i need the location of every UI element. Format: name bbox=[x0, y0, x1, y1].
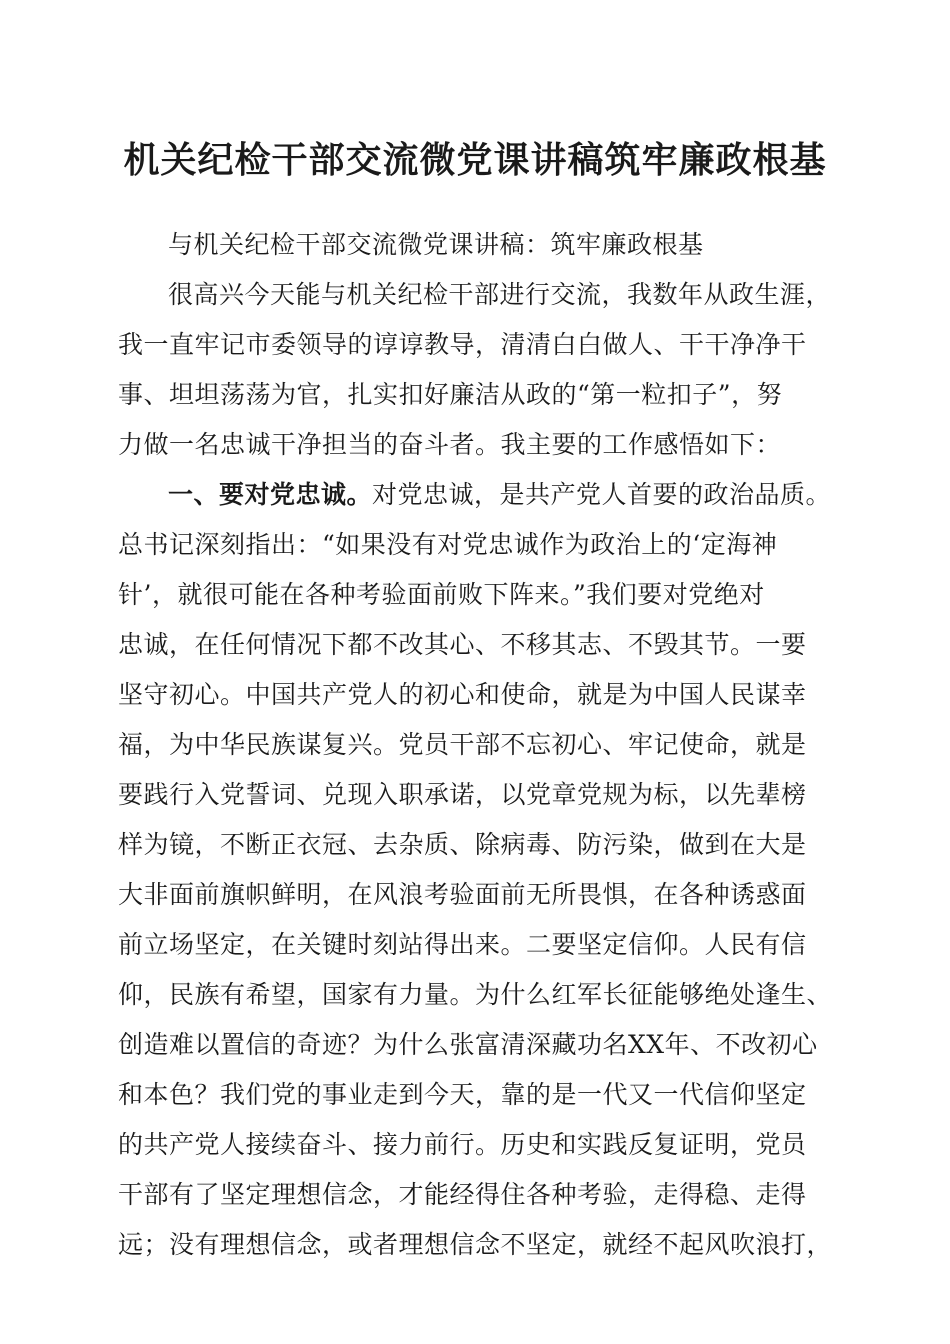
line-text: 要践行入党誓词、兑现入职承诺，以党章党规为标，以先辈榜 bbox=[118, 780, 807, 809]
line-text: 对党忠诚，是共产党人首要的政治品质。 bbox=[372, 480, 832, 509]
line-text: 创造难以置信的奇迹？为什么张富清深藏功名XX年、不改初心 bbox=[118, 1030, 818, 1059]
body-line bbox=[118, 1220, 838, 1270]
line-text: 仰，民族有希望，国家有力量。为什么红军长征能够绝处逢生、 bbox=[118, 980, 833, 1009]
line-text: 远；没有理想信念，或者理想信念不坚定，就经不起风吹浪打， bbox=[118, 1230, 833, 1259]
body-line bbox=[118, 1170, 838, 1220]
body-line bbox=[118, 320, 838, 370]
body-line bbox=[118, 270, 838, 320]
line-text: 样为镜，不断正衣冠、去杂质、除病毒、防污染，做到在大是 bbox=[118, 830, 807, 859]
body-line bbox=[118, 370, 838, 420]
line-text: 和本色？我们党的事业走到今天，靠的是一代又一代信仰坚定 bbox=[118, 1080, 807, 1109]
line-text: 干部有了坚定理想信念，才能经得住各种考验，走得稳、走得 bbox=[118, 1180, 807, 1209]
line-text: 前立场坚定，在关键时刻站得出来。二要坚定信仰。人民有信 bbox=[118, 930, 807, 959]
line-text: 事、坦坦荡荡为官，扎实扣好廉洁从政的“第一粒扣子”，努 bbox=[118, 380, 783, 409]
body-line bbox=[118, 870, 838, 920]
body-line bbox=[118, 720, 838, 770]
line-text: 很高兴今天能与机关纪检干部进行交流，我数年从政生涯， bbox=[168, 280, 832, 309]
body-line bbox=[118, 520, 838, 570]
body-line bbox=[118, 570, 838, 620]
line-text: 与机关纪检干部交流微党课讲稿：筑牢廉政根基 bbox=[168, 230, 704, 259]
section-heading: 一、要对党忠诚。 bbox=[168, 480, 373, 509]
body-line bbox=[118, 1020, 838, 1070]
line-text: 总书记深刻指出：“如果没有对党忠诚作为政治上的‘定海神 bbox=[118, 530, 778, 559]
line-text: 忠诚，在任何情况下都不改其心、不移其志、不毁其节。一要 bbox=[118, 630, 807, 659]
body-line bbox=[118, 620, 838, 670]
body-line bbox=[118, 1120, 838, 1170]
document-title: 机关纪检干部交流微党课讲稿筑牢廉政根基 bbox=[123, 139, 827, 181]
body-line bbox=[118, 820, 838, 870]
body-line bbox=[118, 1070, 838, 1120]
body-line bbox=[118, 970, 838, 1020]
line-text: 针’，就很可能在各种考验面前败下阵来。”我们要对党绝对 bbox=[118, 580, 765, 609]
line-text: 坚守初心。中国共产党人的初心和使命，就是为中国人民谋幸 bbox=[118, 680, 807, 709]
body-line bbox=[118, 920, 838, 970]
line-text: 力做一名忠诚干净担当的奋斗者。我主要的工作感悟如下： bbox=[118, 430, 782, 459]
line-text: 的共产党人接续奋斗、接力前行。历史和实践反复证明，党员 bbox=[118, 1130, 807, 1159]
body-line bbox=[118, 470, 838, 520]
line-text: 大非面前旗帜鲜明，在风浪考验面前无所畏惧，在各种诱惑面 bbox=[118, 880, 807, 909]
body-line bbox=[118, 220, 838, 270]
body-line bbox=[118, 420, 838, 470]
document-body bbox=[118, 220, 838, 1270]
line-text: 福，为中华民族谋复兴。党员干部不忘初心、牢记使命，就是 bbox=[118, 730, 807, 759]
body-line bbox=[118, 770, 838, 820]
body-line bbox=[118, 670, 838, 720]
line-text: 我一直牢记市委领导的谆谆教导，清清白白做人、干干净净干 bbox=[118, 330, 807, 359]
